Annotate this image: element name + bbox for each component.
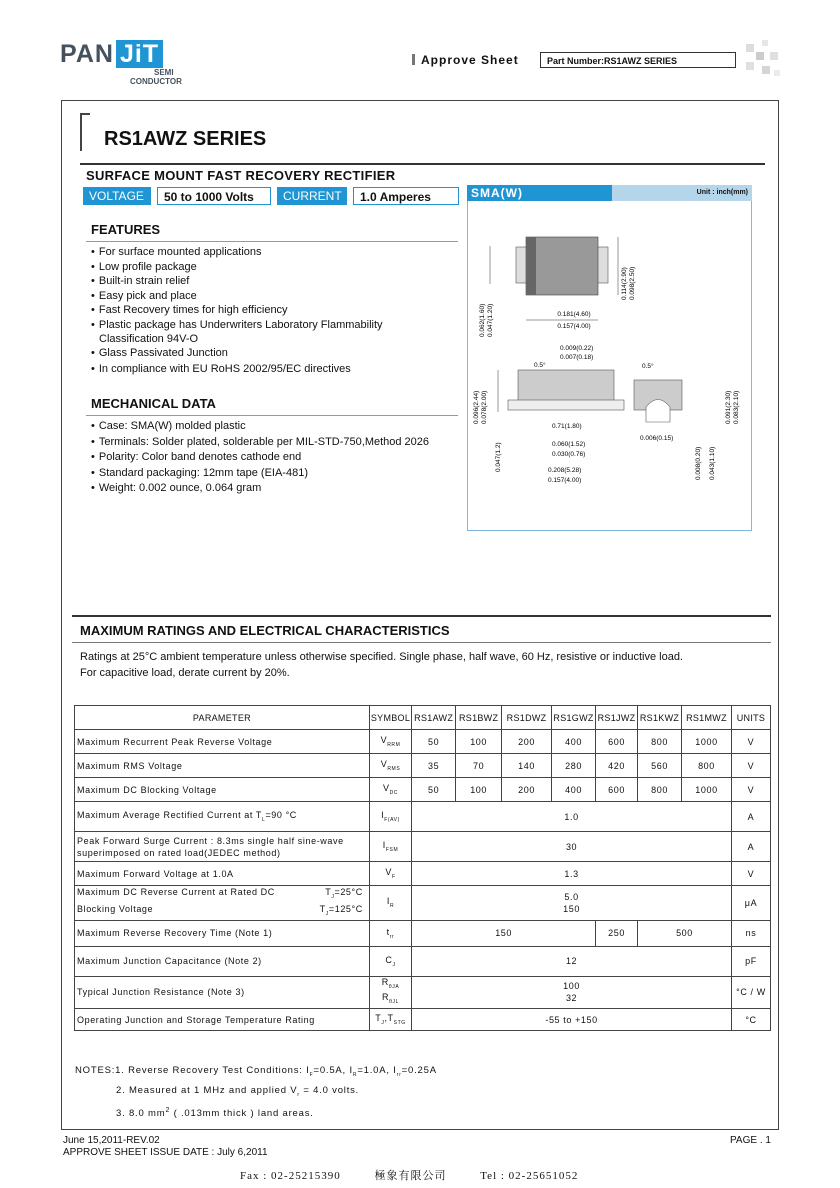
symbol: T — [375, 1013, 382, 1024]
value-cell: 1.0 — [412, 802, 732, 832]
unit-cell: ns — [731, 920, 770, 946]
package-header — [467, 185, 752, 201]
value-cell: 1000 — [682, 730, 732, 754]
symbol-sub: R — [389, 903, 395, 910]
value-cell: 800 — [682, 754, 732, 778]
cond-text: T — [325, 887, 332, 897]
revision-date: June 15,2011-REV.02 — [63, 1135, 160, 1146]
table-row — [75, 862, 771, 886]
package-name: SMA(W) — [467, 185, 612, 201]
symbol: R — [381, 976, 389, 987]
dim-text: 0.114(2.90) — [621, 267, 628, 300]
param-cell — [75, 886, 370, 921]
param-cell: Maximum Reverse Recovery Time (Note 1) — [75, 920, 370, 946]
condition — [320, 903, 363, 920]
value-line: 100 — [563, 981, 580, 992]
dim-text: 0.098(2.50) — [629, 266, 636, 300]
table-row — [75, 832, 771, 862]
note-1 — [75, 1063, 437, 1083]
list-item: • Easy pick and place — [91, 289, 461, 303]
dim-text: 0.5° — [642, 363, 654, 370]
value-cell: 600 — [596, 730, 638, 754]
value-cell: 400 — [552, 778, 596, 802]
cond-tail: =125°C — [328, 903, 363, 914]
symbol-line — [372, 992, 409, 1008]
dim-text: 0.006(0.15) — [640, 435, 674, 442]
ratings-line-1: Ratings at 25°C ambient temperature unless otherwise specified. Single phase, half wave, 60 Hz, resistive or inductive load. — [80, 651, 683, 663]
dim-text: 0.157(4.00) — [548, 477, 582, 484]
note-3 — [75, 1103, 437, 1121]
param-line: superimposed on rated load(JEDEC method) — [77, 847, 281, 858]
value-cell: 400 — [552, 730, 596, 754]
value-cell: 50 — [412, 730, 456, 754]
param-cell: Typical Junction Resistance (Note 3) — [75, 976, 370, 1009]
cond-tail: =25°C — [334, 887, 363, 897]
condition — [325, 886, 363, 903]
list-item: • Glass Passivated Junction — [91, 346, 461, 360]
footer-dates — [63, 1135, 268, 1159]
value-cell: 200 — [502, 730, 552, 754]
param-text: Maximum Average Rectified Current at T — [77, 810, 263, 821]
unit-cell: μA — [731, 886, 770, 921]
table-row — [75, 754, 771, 778]
symbol: I — [382, 840, 386, 851]
param-cell: Maximum Recurrent Peak Reverse Voltage — [75, 730, 370, 754]
package-dimension-drawing — [468, 202, 751, 530]
symbol: t — [386, 926, 390, 937]
unit-cell: V — [731, 754, 770, 778]
unit-cell: V — [731, 778, 770, 802]
logo-semi: SEMI — [154, 68, 174, 77]
value-cell: 100 — [456, 730, 502, 754]
note-text: =0.5A, I — [313, 1065, 353, 1076]
logo-jit-text: JiT — [116, 40, 163, 68]
note-sub: F — [309, 1071, 314, 1078]
list-item: • In compliance with EU RoHS 2002/95/EC directives — [91, 362, 461, 376]
value-cell: 800 — [638, 730, 682, 754]
param-text: Maximum DC Reverse Current at Rated DC — [77, 887, 275, 897]
tel-number: Tel : 02-25651052 — [480, 1170, 579, 1182]
symbol-cell — [369, 976, 411, 1009]
panjit-logo — [60, 40, 163, 69]
value-cell: 12 — [412, 946, 732, 976]
param-cell — [75, 832, 370, 862]
table-header: RS1MWZ — [682, 706, 732, 730]
dim-text: 0.208(5.28) — [548, 467, 582, 474]
title-bracket — [80, 113, 90, 151]
value-line: 5.0 — [564, 891, 579, 902]
param-line — [77, 903, 367, 920]
table-row — [75, 946, 771, 976]
unit-cell: °C — [731, 1009, 770, 1031]
ratings-line-2: For capacitive load, derate current by 20%. — [80, 667, 290, 679]
features-heading: FEATURES — [91, 222, 161, 237]
logo-conductor: CONDUCTOR — [130, 77, 182, 86]
features-list — [91, 245, 461, 377]
symbol: V — [380, 735, 388, 746]
cond-sub: J — [331, 893, 335, 900]
approve-sheet-label: Approve Sheet — [412, 53, 519, 67]
voltage-value: 50 to 1000 Volts — [157, 187, 271, 205]
symbol-cell — [369, 832, 411, 862]
table-header: RS1KWZ — [638, 706, 682, 730]
dim-text: 0.007(0.18) — [560, 354, 594, 361]
symbol: V — [382, 783, 390, 794]
table-row — [75, 730, 771, 754]
unit-cell: °C / W — [731, 976, 770, 1009]
dim-text: 0.096(2.44) — [473, 390, 480, 424]
symbol-cell — [369, 920, 411, 946]
list-item: • Terminals: Solder plated, solderable per MIL-STD-750,Method 2026 — [91, 435, 461, 450]
value-cell: 1000 — [682, 778, 732, 802]
value-cell: -55 to +150 — [412, 1009, 732, 1031]
symbol-cell — [369, 754, 411, 778]
page-title: RS1AWZ SERIES — [104, 128, 267, 150]
title-rule — [80, 163, 765, 165]
value-line: 150 — [563, 903, 580, 914]
note-sub: rr — [396, 1071, 402, 1078]
note-text: = 4.0 volts. — [299, 1084, 360, 1096]
note-text: =0.25A — [401, 1065, 437, 1076]
dim-text: 0.083(2.10) — [733, 390, 740, 424]
note-text: 3. 8.0 mm — [116, 1107, 166, 1119]
param-cell: Maximum Junction Capacitance (Note 2) — [75, 946, 370, 976]
cond-text: T — [319, 903, 326, 914]
value-cell: 70 — [456, 754, 502, 778]
dim-text: 0.047(1.2) — [495, 442, 502, 472]
symbol-sub: STG — [393, 1020, 406, 1027]
symbol: I — [381, 810, 385, 821]
features-rule — [86, 241, 458, 242]
dim-text: 0.5° — [534, 362, 546, 369]
symbol: V — [380, 759, 388, 770]
value-line: 32 — [565, 993, 578, 1004]
list-item: • Case: SMA(W) molded plastic — [91, 419, 461, 434]
table-header: RS1BWZ — [456, 706, 502, 730]
dim-text: 0.181(4.60) — [557, 311, 591, 318]
value-cell: 420 — [596, 754, 638, 778]
symbol-sub: DC — [389, 789, 399, 796]
symbol-cell — [369, 778, 411, 802]
dim-text: 0.030(0.76) — [552, 451, 586, 458]
cond-sub: J — [325, 910, 329, 917]
list-item: • Low profile package — [91, 260, 461, 274]
characteristics-table — [74, 705, 771, 1031]
mechanical-rule — [86, 415, 458, 416]
param-line: Peak Forward Surge Current : 8.3ms single half sine-wave — [77, 835, 344, 846]
symbol-sub: RMS — [387, 765, 401, 772]
dim-text: 0.091(2.30) — [725, 390, 732, 424]
note-text: NOTES:1. Reverse Recovery Test Conditions: I — [75, 1065, 310, 1076]
param-sub: L — [262, 816, 266, 823]
note-text: ( .013mm thick ) land areas. — [170, 1107, 314, 1119]
unit-cell: A — [731, 832, 770, 862]
dim-text: 0.71(1.80) — [552, 423, 582, 430]
max-ratings-heading: MAXIMUM RATINGS AND ELECTRICAL CHARACTERISTICS — [80, 623, 450, 638]
table-row — [75, 886, 771, 921]
unit-cell: V — [731, 730, 770, 754]
notes — [75, 1063, 437, 1121]
dim-text: 0.078(2.00) — [481, 390, 488, 424]
list-item: • Built-in strain relief — [91, 274, 461, 288]
note-sub: r — [297, 1091, 300, 1098]
unit-cell: A — [731, 802, 770, 832]
symbol-sub: J — [392, 961, 396, 968]
voltage-label: VOLTAGE — [83, 187, 151, 205]
logo-pan-text: PAN — [60, 40, 114, 68]
param-cell — [75, 802, 370, 832]
note-sup: 2 — [165, 1106, 171, 1114]
param-cell: Maximum RMS Voltage — [75, 754, 370, 778]
fax-number: Fax : 02-25215390 — [240, 1170, 341, 1182]
symbol-sub: FSM — [385, 846, 399, 853]
value-cell: 30 — [412, 832, 732, 862]
symbol-line — [372, 977, 409, 993]
symbol-cell — [369, 862, 411, 886]
table-header-row — [75, 706, 771, 730]
package-unit: Unit : inch(mm) — [696, 189, 748, 196]
symbol-cell — [369, 730, 411, 754]
symbol-sub: J — [381, 1020, 385, 1027]
value-cell: 100 — [456, 778, 502, 802]
param-cell: Maximum Forward Voltage at 1.0A — [75, 862, 370, 886]
value-cell: 140 — [502, 754, 552, 778]
symbol: V — [385, 867, 392, 878]
ratings-rule-top — [72, 615, 771, 617]
list-item: • For surface mounted applications — [91, 245, 461, 259]
value-cell: 50 — [412, 778, 456, 802]
value-cell: 500 — [638, 920, 732, 946]
company-name: 極象有限公司 — [374, 1170, 447, 1182]
current-value: 1.0 Amperes — [353, 187, 459, 205]
value-cell: 600 — [596, 778, 638, 802]
unit-cell: pF — [731, 946, 770, 976]
list-item: • Polarity: Color band denotes cathode end — [91, 450, 461, 465]
symbol-sub: θJL — [389, 999, 399, 1006]
product-subtitle: SURFACE MOUNT FAST RECOVERY RECTIFIER — [86, 168, 396, 183]
param-line — [77, 886, 367, 903]
table-row — [75, 976, 771, 1009]
symbol-cell — [369, 946, 411, 976]
table-header: UNITS — [731, 706, 770, 730]
symbol: C — [385, 954, 393, 965]
list-item: • Standard packaging: 12mm tape (EIA-481) — [91, 466, 461, 481]
note-sub: R — [352, 1071, 358, 1078]
page-number: PAGE . 1 — [730, 1135, 771, 1146]
param-tail: =90 °C — [265, 810, 297, 821]
value-cell: 1.3 — [412, 862, 732, 886]
contact-line — [240, 1167, 578, 1183]
mechanical-list — [91, 419, 461, 497]
table-header: RS1GWZ — [552, 706, 596, 730]
dim-text: 0.062(1.60) — [479, 303, 486, 337]
list-item: • Weight: 0.002 ounce, 0.064 gram — [91, 481, 461, 496]
table-header: SYMBOL — [369, 706, 411, 730]
param-text: Blocking Voltage — [77, 903, 154, 914]
dim-text: 0.043(1.10) — [709, 446, 716, 480]
param-cell: Maximum DC Blocking Voltage — [75, 778, 370, 802]
symbol-cell — [369, 886, 411, 921]
ratings-rule-bottom — [72, 642, 771, 643]
dim-text: 0.047(1.20) — [487, 303, 494, 337]
table-row — [75, 1009, 771, 1031]
part-number-box: Part Number:RS1AWZ SERIES — [540, 52, 736, 68]
symbol: ,T — [384, 1013, 394, 1024]
table-row — [75, 920, 771, 946]
table-row — [75, 778, 771, 802]
table-header: RS1AWZ — [412, 706, 456, 730]
param-cell: Operating Junction and Storage Temperature Rating — [75, 1009, 370, 1031]
symbol-sub: F(AV) — [384, 816, 400, 823]
symbol-sub: RRM — [387, 741, 401, 748]
dim-text: 0.060(1.52) — [552, 441, 586, 448]
symbol-sub: θJA — [388, 983, 400, 990]
unit-cell: V — [731, 862, 770, 886]
symbol-cell — [369, 1009, 411, 1031]
logo-subtitle — [130, 68, 182, 86]
note-2 — [75, 1083, 437, 1103]
note-text: =1.0A, I — [357, 1065, 397, 1076]
value-cell: 800 — [638, 778, 682, 802]
table-header: PARAMETER — [75, 706, 370, 730]
value-cell: 150 — [412, 920, 596, 946]
value-cell — [412, 976, 732, 1009]
dim-text: 0.157(4.00) — [557, 323, 591, 330]
dim-text: 0.009(0.22) — [560, 345, 594, 352]
value-cell: 200 — [502, 778, 552, 802]
mechanical-heading: MECHANICAL DATA — [91, 396, 216, 411]
symbol: R — [382, 992, 390, 1003]
current-label: CURRENT — [277, 187, 347, 205]
value-cell: 280 — [552, 754, 596, 778]
symbol-cell — [369, 802, 411, 832]
symbol-sub: rr — [389, 933, 395, 940]
note-text: 2. Measured at 1 MHz and applied V — [116, 1084, 298, 1096]
decorative-squares-icon — [742, 40, 782, 80]
dim-text: 0.008(0.20) — [695, 446, 702, 480]
value-cell: 250 — [596, 920, 638, 946]
list-item: • Fast Recovery times for high efficiency — [91, 303, 461, 317]
ratings-text — [80, 649, 683, 681]
value-cell: 560 — [638, 754, 682, 778]
value-cell: 35 — [412, 754, 456, 778]
value-cell — [412, 886, 732, 921]
issue-date: APPROVE SHEET ISSUE DATE : July 6,2011 — [63, 1147, 268, 1158]
table-row — [75, 802, 771, 832]
symbol-sub: F — [391, 873, 396, 880]
symbol: I — [386, 896, 390, 907]
list-item: • Plastic package has Underwriters Laboratory Flammability Classification 94V-O — [91, 318, 409, 346]
table-header: RS1DWZ — [502, 706, 552, 730]
table-header: RS1JWZ — [596, 706, 638, 730]
